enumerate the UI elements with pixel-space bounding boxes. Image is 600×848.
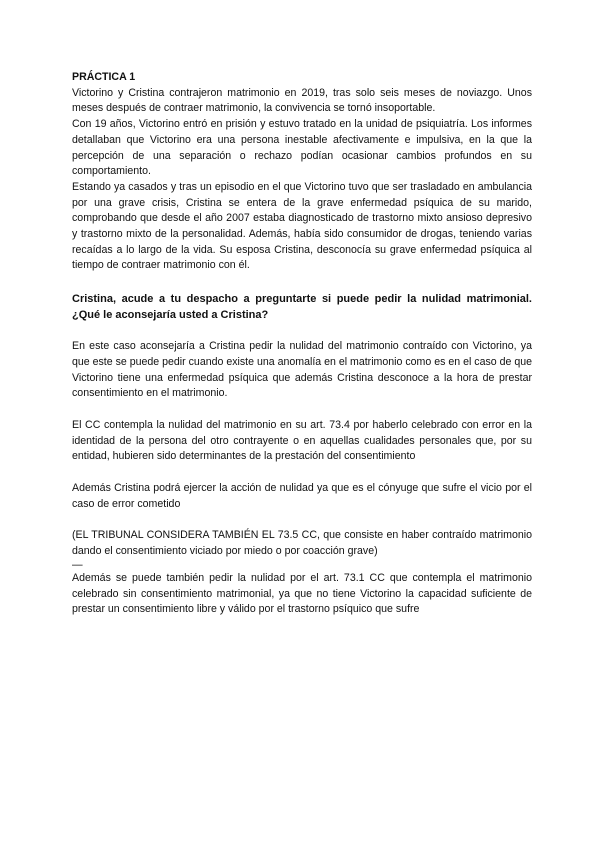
intro-paragraph-2: Con 19 años, Victorino entró en prisión y estuvo tratado en la unidad de psiquiatría. Los informes detallaban que Victorino era una persona inestable afectivamente e impulsiva, en la que la percepción de una separación o rechazo podían ocasionar cambios profundos en su comportamiento.	[72, 118, 532, 178]
answer-paragraph-1: En este caso aconsejaría a Cristina pedir la nulidad del matrimonio contraído con Victorino, ya que este se puede pedir cuando existe una anomalía en el matrimonio como es en el caso de que Victorino tiene una enfermedad psíquica que además Cristina desconoce a la hora de prestar consentimiento en el matrimonio.	[72, 340, 532, 400]
document-page	[72, 70, 532, 618]
final-paragraph: Además se puede también pedir la nulidad por el art. 73.1 CC que contempla el matrimonio celebrado sin consentimiento matrimonial, ya que no tiene Victorino la capacidad suficiente de prestar un consentimiento libre y válido por el trastorno psíquico que sufre	[72, 571, 532, 616]
intro-paragraph-3: Estando ya casados y tras un episodio en el que Victorino tuvo que ser trasladado en ambulancia por una grave crisis, Cristina se entera de la grave enfermedad psíquica de su marido, comprobando que desde el año 2007 estaba diagnosticado de trastorno mixto ansioso depresivo y trastorno mixto de la personalidad. Además, había sido consumidor de drogas, teniendo varias recaídas a lo largo de la vida. Su esposa Cristina, desconocía su grave enfermedad psíquica al tiempo de contraer matrimonio con él.	[72, 180, 532, 272]
dash-separator: —	[72, 558, 83, 571]
answer-paragraph-4: (EL TRIBUNAL CONSIDERA TAMBIÉN EL 73.5 CC, que consiste en haber contraído matrimonio dando el consentimiento viciado por miedo o por coacción grave)	[72, 529, 532, 558]
document-title: PRÁCTICA 1	[72, 71, 136, 83]
question-text: Cristina, acude a tu despacho a preguntarte si puede pedir la nulidad matrimonial. ¿Qué le aconsejaría usted a Cristina?	[72, 293, 532, 322]
answer-paragraph-2: El CC contempla la nulidad del matrimonio en su art. 73.4 por haberlo celebrado con error en la identidad de la persona del otro contrayente o en aquellas cualidades personales que, por su entidad, hubieren sido determinantes de la prestación del consentimiento	[72, 418, 532, 463]
answer-paragraph-3: Además Cristina podrá ejercer la acción de nulidad ya que es el cónyuge que sufre el vicio por el caso de error cometido	[72, 482, 532, 510]
intro-paragraph-1: Victorino y Cristina contrajeron matrimonio en 2019, tras solo seis meses de noviazgo. Unos meses después de contraer matrimonio, la convivencia se tornó insoportable.	[72, 86, 532, 115]
